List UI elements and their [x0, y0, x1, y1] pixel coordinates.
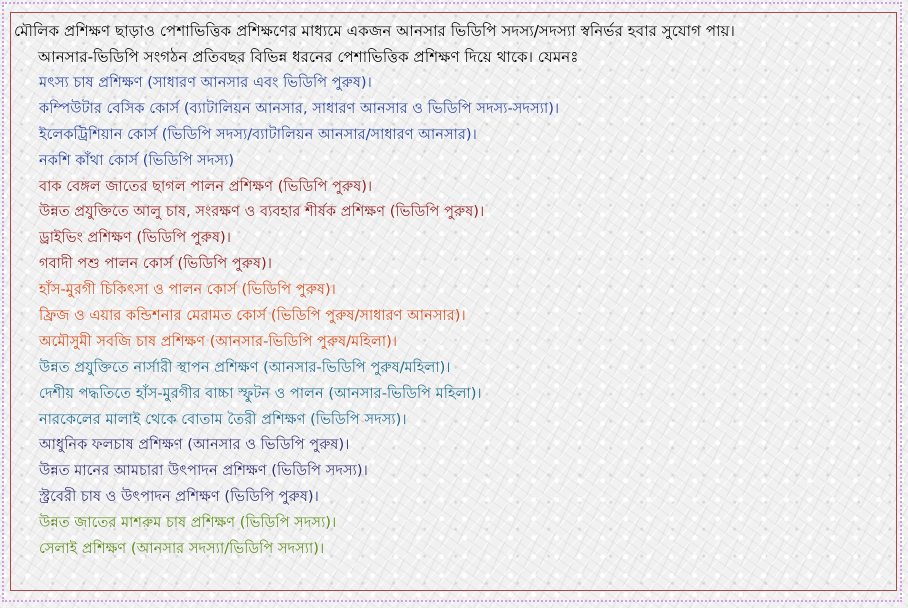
- course-item: নারকেলের মালাই থেকে বোতাম তৈরী প্রশিক্ষণ (ভিডিপি সদস্য)।: [39, 410, 407, 428]
- course-item: উন্নত জাতের মাশরুম চাষ প্রশিক্ষণ (ভিডিপি সদস্য)।: [39, 514, 337, 532]
- intro-line-2: আনসার-ভিডিপি সংগঠন প্রতিবছর বিভিন্ন ধরনের পেশাভিত্তিক প্রশিক্ষণ দিয়ে থাকে। যেমনঃ: [38, 48, 579, 66]
- course-item: ফ্রিজ ও এয়ার কন্ডিশনার মেরামত কোর্স (ভিডিপি পুরুষ/সাধারণ আনসার)।: [39, 307, 466, 325]
- course-item: নকশি কাঁথা কোর্স (ভিডিপি সদস্য): [39, 151, 235, 169]
- course-item: উন্নত প্রযুক্তিতে নার্সারী স্থাপন প্রশিক্ষণ (আনসার-ভিডিপি পুরুষ/মহিলা)।: [39, 358, 451, 376]
- course-item: হাঁস-মুরগী চিকিৎসা ও পালন কোর্স (ভিডিপি পুরুষ)।: [39, 281, 336, 299]
- course-item: দেশীয় পদ্ধতিতে হাঁস-মুরগীর বাচ্চা স্ফুটন ও পালন (আনসার-ভিডিপি মহিলা)।: [39, 384, 482, 402]
- course-item: ইলেকট্রিশিয়ান কোর্স (ভিডিপি সদস্য/ব্যাটালিয়ন আনসার/সাধারণ আনসার)।: [39, 125, 477, 143]
- intro-line-1: মৌলিক প্রশিক্ষণ ছাড়াও পেশাভিত্তিক প্রশিক্ষণের মাধ্যমে একজন আনসার ভিডিপি সদস্য/সদস্যা স্বনির্ভর হবার সুযোগ পায়।: [14, 22, 735, 40]
- course-item: কম্পিউটার বেসিক কোর্স (ব্যাটালিয়ন আনসার, সাধারণ আনসার ও ভিডিপি সদস্য-সদস্যা)।: [39, 99, 560, 117]
- course-item: অমৌসুমী সবজি চাষ প্রশিক্ষণ (আনসার-ভিডিপি পুরুষ/মহিলা)।: [39, 332, 398, 350]
- course-item: স্ট্রবেরী চাষ ও উৎপাদন প্রশিক্ষণ (ভিডিপি পুরুষ)।: [39, 488, 319, 506]
- intro-paragraph: [14, 18, 904, 70]
- course-item: মৎস্য চাষ প্রশিক্ষণ (সাধারণ আনসার এবং ভিডিপি পুরুষ)।: [39, 74, 372, 91]
- course-item: গবাদী পশু পালন কোর্স (ভিডিপি পুরুষ)।: [39, 255, 272, 273]
- course-item: উন্নত প্রযুক্তিতে আলু চাষ, সংরক্ষণ ও ব্যবহার শীর্ষক প্রশিক্ষণ (ভিডিপি পুরুষ)।: [39, 203, 485, 221]
- course-item: আধুনিক ফলচাষ প্রশিক্ষণ (আনসার ও ভিডিপি পুরুষ)।: [39, 436, 350, 454]
- course-item: বাক বেঙ্গল জাতের ছাগল পালন প্রশিক্ষণ (ভিডিপি পুরুষ)।: [39, 177, 373, 195]
- course-item: সেলাই প্রশিক্ষণ (আনসার সদস্যা/ভিডিপি সদস্যা)।: [39, 540, 325, 558]
- course-item: ড্রাইভিং প্রশিক্ষণ (ভিডিপি পুরুষ)।: [39, 229, 231, 247]
- course-item: উন্নত মানের আমচারা উৎপাদন প্রশিক্ষণ (ভিডিপি সদস্য)।: [39, 462, 368, 480]
- training-course-list: [39, 70, 559, 562]
